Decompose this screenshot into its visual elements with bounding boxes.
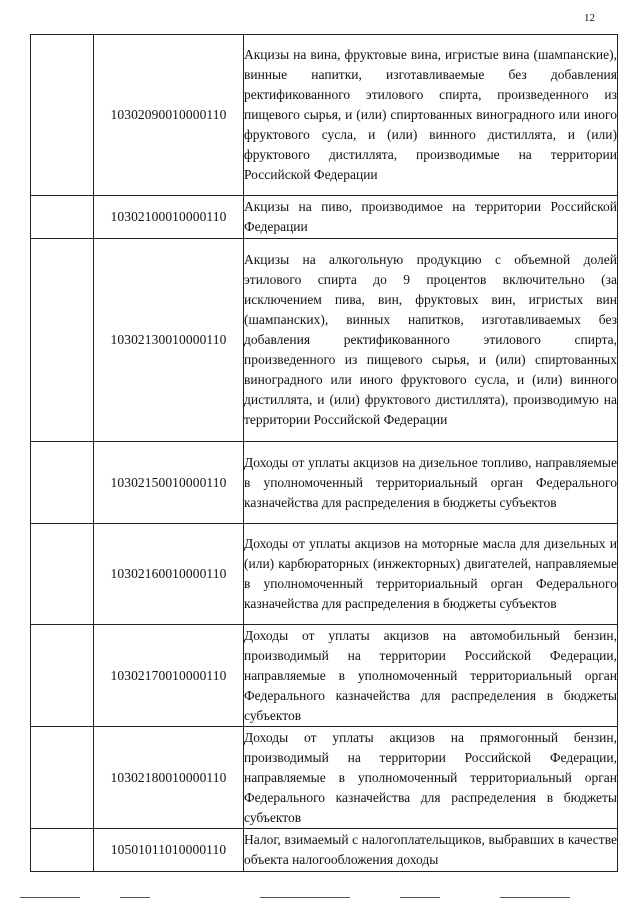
revenue-description-cell: Акцизы на вина, фруктовые вина, игристые вина (шампанские), винные напитки, изготавливаемые без добавления ректификованного этилового спирта, произведенного из пищевого сырья, и (или) спиртованных виноградного или иного фруктового сусла, и (или) винного дистиллята, и (или) фруктового дистиллята, производимые на территории Российской Федерации bbox=[244, 35, 618, 196]
revenue-description-cell: Доходы от уплаты акцизов на дизельное топливо, направляемые в уполномоченный территориальный орган Федерального казначейства для распределения в бюджеты субъектов bbox=[244, 442, 618, 524]
revenue-description-cell: Доходы от уплаты акцизов на прямогонный бензин, производимый на территории Российской Федерации, направляемые в уполномоченный территориальный орган Федерального казначейства для распределения в бюджеты субъектов bbox=[244, 727, 618, 829]
admin-code-cell bbox=[31, 727, 94, 829]
table-row bbox=[31, 35, 618, 196]
admin-code-cell bbox=[31, 35, 94, 196]
admin-code-cell bbox=[31, 829, 94, 872]
revenue-code-cell: 10302160010000110 bbox=[94, 524, 244, 625]
table-row bbox=[31, 727, 618, 829]
table-row bbox=[31, 524, 618, 625]
revenue-description-cell: Доходы от уплаты акцизов на автомобильный бензин, производимый на территории Российской Федерации, направляемые в уполномоченный территориальный орган Федерального казначейства для распределения в бюджеты субъектов bbox=[244, 625, 618, 727]
revenue-codes-table bbox=[30, 34, 618, 872]
revenue-code-cell: 10302150010000110 bbox=[94, 442, 244, 524]
admin-code-cell bbox=[31, 625, 94, 727]
table-row bbox=[31, 829, 618, 872]
admin-code-cell bbox=[31, 442, 94, 524]
revenue-code-cell: 10302130010000110 bbox=[94, 239, 244, 442]
table-row bbox=[31, 196, 618, 239]
admin-code-cell bbox=[31, 524, 94, 625]
scan-edge-artifact bbox=[0, 895, 640, 901]
revenue-description-cell: Доходы от уплаты акцизов на моторные масла для дизельных и (или) карбюраторных (инжекторных) двигателей, направляемые в уполномоченный территориальный орган Федерального казначейства для распределения в бюджеты субъектов bbox=[244, 524, 618, 625]
revenue-code-cell: 10501011010000110 bbox=[94, 829, 244, 872]
admin-code-cell bbox=[31, 239, 94, 442]
page-number: 12 bbox=[584, 12, 595, 24]
revenue-description-cell: Акцизы на пиво, производимое на территории Российской Федерации bbox=[244, 196, 618, 239]
revenue-code-cell: 10302180010000110 bbox=[94, 727, 244, 829]
revenue-code-cell: 10302100010000110 bbox=[94, 196, 244, 239]
admin-code-cell bbox=[31, 196, 94, 239]
revenue-description-cell: Налог, взимаемый с налогоплательщиков, выбравших в качестве объекта налогообложения доходы bbox=[244, 829, 618, 872]
revenue-code-cell: 10302090010000110 bbox=[94, 35, 244, 196]
table-row bbox=[31, 442, 618, 524]
table-row bbox=[31, 239, 618, 442]
revenue-description-cell: Акцизы на алкогольную продукцию с объемной долей этилового спирта до 9 процентов включительно (за исключением пива, вин, фруктовых вин, игристых вин (шампанских), винных напитков, изготавливаемых без добавления ректификованного этилового спирта, произведенного из пищевого сырья, и (или) спиртованных виноградного или иного фруктового сусла, и (или) винного дистиллята, и (или) фруктового дистиллята), производимую на территории Российской Федерации bbox=[244, 239, 618, 442]
table-row bbox=[31, 625, 618, 727]
revenue-code-cell: 10302170010000110 bbox=[94, 625, 244, 727]
